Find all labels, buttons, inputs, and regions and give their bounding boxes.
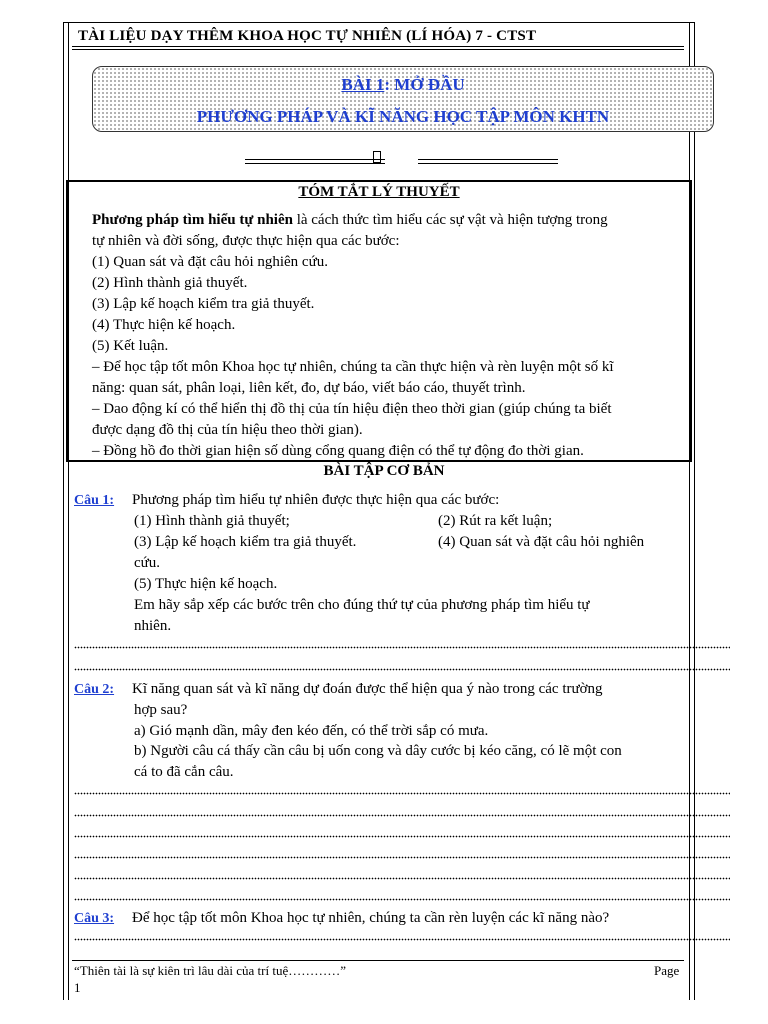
question-3-text: Để học tập tốt môn Khoa học tự nhiên, chúng ta cần rèn luyện các kĩ năng nào?	[132, 910, 610, 926]
header-rule	[72, 46, 684, 47]
lesson-title-box	[92, 66, 714, 132]
summary-note: – Dao động kí có thể hiển thị đồ thị của tín hiệu điện theo thời gian (giúp chúng ta biết	[92, 401, 612, 417]
question-1-task-cont: nhiên.	[134, 618, 172, 634]
ornament-glyph	[373, 151, 381, 163]
question-3-label: Câu 3:	[74, 911, 115, 926]
summary-note: được dạng đồ thị của tín hiệu theo thời gian).	[92, 422, 363, 438]
question-1-option-4: (4) Quan sát và đặt câu hỏi nghiên	[438, 534, 645, 550]
summary-intro-line2: tự nhiên và đời sống, được thực hiện qua các bước:	[92, 233, 400, 249]
answer-line[interactable]	[74, 792, 730, 796]
summary-intro-rest: là cách thức tìm hiểu các sự vật và hiện tượng trong	[292, 212, 608, 228]
lesson-number: BÀI 1	[341, 75, 385, 94]
answer-line[interactable]	[74, 835, 730, 839]
ornament-line-right	[418, 159, 558, 160]
document-header-title: TÀI LIỆU DẠY THÊM KHOA HỌC TỰ NHIÊN (LÍ HÓA) 7 - CTST	[78, 28, 537, 44]
question-1	[74, 490, 499, 511]
ornament-line-left-2	[245, 163, 385, 164]
summary-note: – Đồng hồ đo thời gian hiện số dùng cổng quang điện có thể tự động đo thời gian.	[92, 443, 584, 459]
question-1-option-4-cont: cứu.	[134, 555, 161, 571]
summary-step: (1) Quan sát và đặt câu hỏi nghiên cứu.	[92, 254, 328, 270]
summary-body	[92, 210, 682, 462]
question-2-item-b: b) Người câu cá thấy cần câu bị uốn cong và dây cước bị kéo căng, có lẽ một con	[134, 743, 622, 759]
question-3	[74, 908, 609, 929]
answer-line[interactable]	[74, 646, 730, 650]
summary-note: – Để học tập tốt môn Khoa học tự nhiên, chúng ta cần thực hiện và rèn luyện một số kĩ	[92, 359, 614, 375]
answer-line[interactable]	[74, 898, 730, 902]
footer-page-number: 1	[74, 980, 81, 995]
question-2-item-b-cont: cá to đã cắn câu.	[134, 764, 234, 780]
footer-page-label: Page	[654, 963, 680, 978]
summary-note: năng: quan sát, phân loại, liên kết, đo, dự báo, viết báo cáo, thuyết trình.	[92, 380, 526, 396]
lesson-name: : MỞ ĐẦU	[384, 75, 465, 94]
summary-title: TÓM TẮT LÝ THUYẾT	[298, 184, 460, 200]
question-2	[74, 679, 603, 700]
summary-intro-term: Phương pháp tìm hiểu tự nhiên	[92, 212, 293, 228]
question-2-item-a: a) Gió mạnh dần, mây đen kéo đến, có thể trời sắp có mưa.	[134, 723, 489, 739]
question-1-label: Câu 1:	[74, 493, 115, 508]
answer-line[interactable]	[74, 938, 730, 942]
question-2-label: Câu 2:	[74, 682, 115, 697]
ornament-line-left	[245, 159, 385, 160]
question-1-option-2: (2) Rút ra kết luận;	[438, 513, 553, 529]
question-1-text: Phương pháp tìm hiểu tự nhiên được thực hiện qua các bước:	[132, 492, 500, 508]
ornament-line-right-2	[418, 163, 558, 164]
footer-rule	[72, 960, 684, 961]
summary-step: (5) Kết luận.	[92, 338, 169, 354]
answer-line[interactable]	[74, 814, 730, 818]
answer-line[interactable]	[74, 877, 730, 881]
question-1-option-3: (3) Lập kế hoạch kiểm tra giả thuyết.	[134, 534, 357, 550]
summary-step: (2) Hình thành giả thuyết.	[92, 275, 248, 291]
theory-summary-box	[66, 180, 692, 462]
header-rule-double	[72, 49, 684, 50]
question-1-task: Em hãy sắp xếp các bước trên cho đúng thứ tự của phương pháp tìm hiểu tự	[134, 597, 590, 613]
question-1-option-5: (5) Thực hiện kế hoạch.	[134, 576, 278, 592]
question-2-text: Kĩ năng quan sát và kĩ năng dự đoán được thể hiện qua ý nào trong các trường	[132, 681, 603, 697]
lesson-subtitle: PHƯƠNG PHÁP VÀ KĨ NĂNG HỌC TẬP MÔN KHTN	[196, 107, 610, 126]
summary-step: (4) Thực hiện kế hoạch.	[92, 317, 236, 333]
footer-quote: “Thiên tài là sự kiên trì lâu dài của trí tuệ…………”	[74, 963, 347, 978]
question-2-text-cont: hợp sau?	[134, 702, 188, 718]
summary-intro	[92, 210, 682, 231]
summary-step: (3) Lập kế hoạch kiểm tra giả thuyết.	[92, 296, 315, 312]
answer-line[interactable]	[74, 668, 730, 672]
answer-line[interactable]	[74, 856, 730, 860]
lesson-heading	[93, 75, 713, 95]
exercises-title: BÀI TẬP CƠ BẢN	[323, 463, 445, 479]
question-1-option-1: (1) Hình thành giả thuyết;	[134, 513, 290, 529]
